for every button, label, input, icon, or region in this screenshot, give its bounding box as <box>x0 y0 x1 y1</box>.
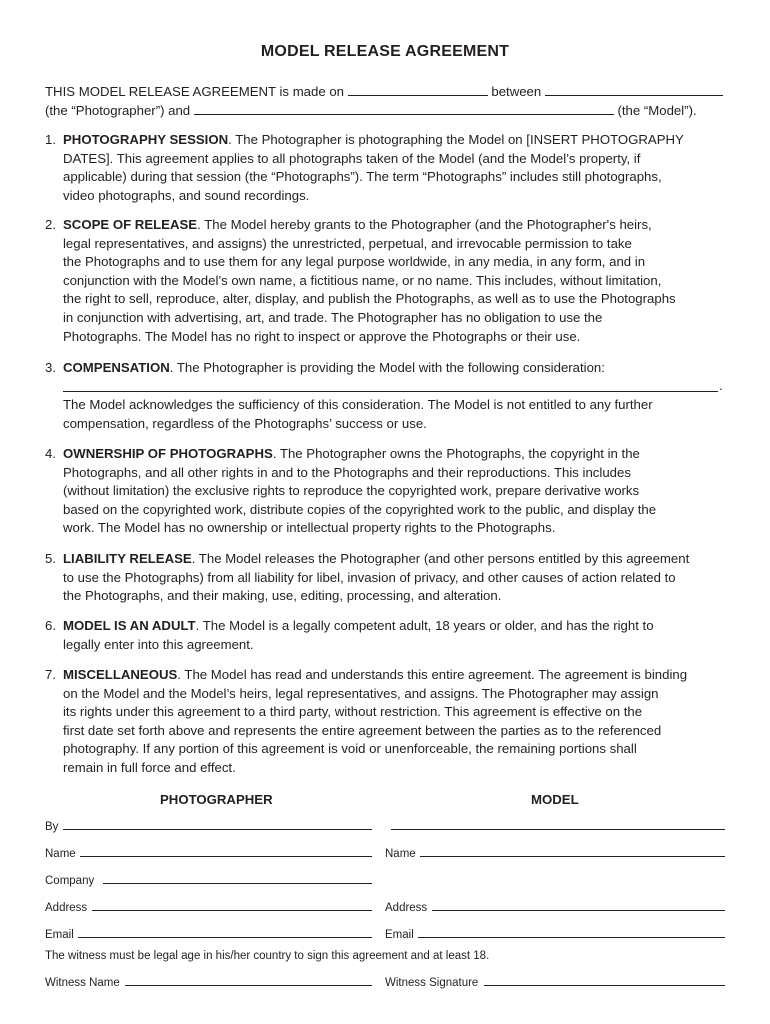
section-heading: OWNERSHIP OF PHOTOGRAPHS <box>63 446 273 461</box>
photographer-address-label: Address <box>45 902 88 914</box>
photographer-name-field[interactable] <box>545 83 723 96</box>
model-name-field[interactable] <box>194 102 614 115</box>
section-text: compensation, regardless of the Photographs’ success or use. <box>63 415 427 431</box>
section-text: the right to sell, reproduce, alter, display, and publish the Photographs, as well as to use the Photographs <box>63 291 676 307</box>
agreement-date-field[interactable] <box>348 83 488 96</box>
photographer-by-label: By <box>45 821 59 833</box>
compensation-period: . <box>719 378 723 393</box>
section-text: . The Photographer owns the Photographs, the copyright in the <box>272 446 640 461</box>
section-text: photography. If any portion of this agreement is void or unenforceable, the remaining portions shall <box>63 741 637 757</box>
photographer-company-label: Company <box>45 875 95 887</box>
section-text: . The Model releases the Photographer (and other persons entitled by this agreement <box>191 551 690 566</box>
model-name-label: Name <box>385 848 416 860</box>
section-text: based on the copyrighted work, distribute copies of the copyrighted work to the public, and display the <box>63 501 657 517</box>
intro-photographer-label: (the “Photographer”) and <box>45 103 191 118</box>
section-text: . The Model hereby grants to the Photographer (and the Photographer's heirs, <box>197 217 652 232</box>
section-number: 4. <box>45 446 56 461</box>
photographer-name-label: Name <box>45 848 76 860</box>
section-text: applicable) during that session (the “Photographs”). The term “Photographs” includes still photographs, <box>63 169 662 185</box>
section-text: Photographs. The Model has no right to inspect or approve the Photographs or their use. <box>63 328 581 344</box>
section-number: 6. <box>45 618 56 633</box>
section-text: . The Photographer is providing the Model with the following consideration: <box>169 360 605 375</box>
section-text: (without limitation) the exclusive rights to reproduce the copyrighted work, prepare derivative works <box>63 483 640 499</box>
model-email-label: Email <box>385 929 414 941</box>
section-text: video photographs, and sound recordings. <box>63 187 310 203</box>
section-text: . The Model has read and understands this entire agreement. The agreement is binding <box>177 667 688 682</box>
section-text: Photographs, and all other rights in and to the Photographs and their reproductions. This includes <box>63 464 631 480</box>
intro-made-on-label: THIS MODEL RELEASE AGREEMENT is made on <box>45 84 345 99</box>
witness-name-field[interactable] <box>125 985 372 986</box>
section-heading: COMPENSATION <box>63 360 170 375</box>
section-text: . The Photographer is photographing the Model on [INSERT PHOTOGRAPHY <box>228 132 684 147</box>
section-heading: MODEL IS AN ADULT <box>63 618 196 633</box>
section-number: 7. <box>45 667 56 682</box>
model-printed-name-field[interactable] <box>420 856 725 857</box>
witness-signature-field[interactable] <box>484 985 725 986</box>
photographer-email-field[interactable] <box>78 937 372 938</box>
photographer-email-label: Email <box>45 929 74 941</box>
section-text: remain in full force and effect. <box>63 759 236 775</box>
document-title: MODEL RELEASE AGREEMENT <box>260 43 510 60</box>
section-heading: LIABILITY RELEASE <box>63 551 192 566</box>
model-email-field[interactable] <box>418 937 725 938</box>
section-text: work. The Model has no ownership or intellectual property rights to the Photographs. <box>63 520 556 536</box>
section-text: legally enter into this agreement. <box>63 636 254 652</box>
photographer-address-field[interactable] <box>92 910 372 911</box>
model-address-field[interactable] <box>432 910 725 911</box>
section-text: the Photographs, and their making, use, editing, processing, and alteration. <box>63 588 502 604</box>
section-heading: PHOTOGRAPHY SESSION <box>63 132 229 147</box>
section-text: . The Model is a legally competent adult, 18 years or older, and has the right to <box>195 618 654 633</box>
witness-signature-label: Witness Signature <box>385 977 479 989</box>
section-text: to use the Photographs) from all liability for libel, invasion of privacy, and other causes of action related to <box>63 569 676 585</box>
witness-note: The witness must be legal age in his/her country to sign this agreement and at least 18. <box>45 950 490 962</box>
model-address-label: Address <box>385 902 428 914</box>
section-text: on the Model and the Model’s heirs, legal representatives, and assigns. The Photographer may assign <box>63 685 659 701</box>
section-number: 3. <box>45 360 56 375</box>
compensation-field[interactable] <box>63 391 718 392</box>
section-heading: MISCELLANEOUS <box>63 667 178 682</box>
model-heading: MODEL <box>531 792 579 807</box>
section-text: its rights under this agreement to a third party, without restriction. This agreement is effective on the <box>63 704 643 720</box>
section-text: the Photographs and to use them for any legal purpose worldwide, in any media, in any form, and in <box>63 254 646 270</box>
section-number: 1. <box>45 132 56 147</box>
section-text: DATES]. This agreement applies to all photographs taken of the Model (and the Model’s property, if <box>63 150 641 166</box>
photographer-company-field[interactable] <box>103 883 372 884</box>
section-text: legal representatives, and assigns) the unrestricted, perpetual, and irrevocable permission to take <box>63 235 632 251</box>
model-signature-field[interactable] <box>391 829 725 830</box>
section-number: 5. <box>45 551 56 566</box>
section-text: first date set forth above and represents the entire agreement between the parties as to the referenced <box>63 722 662 738</box>
photographer-signature-field[interactable] <box>63 829 372 830</box>
photographer-heading: PHOTOGRAPHER <box>160 792 273 807</box>
intro-line-1 <box>45 83 723 100</box>
section-text: The Model acknowledges the sufficiency of this consideration. The Model is not entitled to any further <box>63 397 653 412</box>
intro-model-label: (the “Model”). <box>617 103 697 118</box>
intro-between-label: between <box>491 84 542 99</box>
section-heading: SCOPE OF RELEASE <box>63 217 198 232</box>
intro-line-2 <box>45 102 697 119</box>
witness-name-label: Witness Name <box>45 977 120 989</box>
section-text: conjunction with the Model’s own name, a fictitious name, or no name. This includes, without limitation, <box>63 272 662 288</box>
photographer-printed-name-field[interactable] <box>80 856 372 857</box>
section-number: 2. <box>45 217 56 232</box>
section-text: in conjunction with advertising, art, and trade. The Photographer has no obligation to use the <box>63 309 603 325</box>
